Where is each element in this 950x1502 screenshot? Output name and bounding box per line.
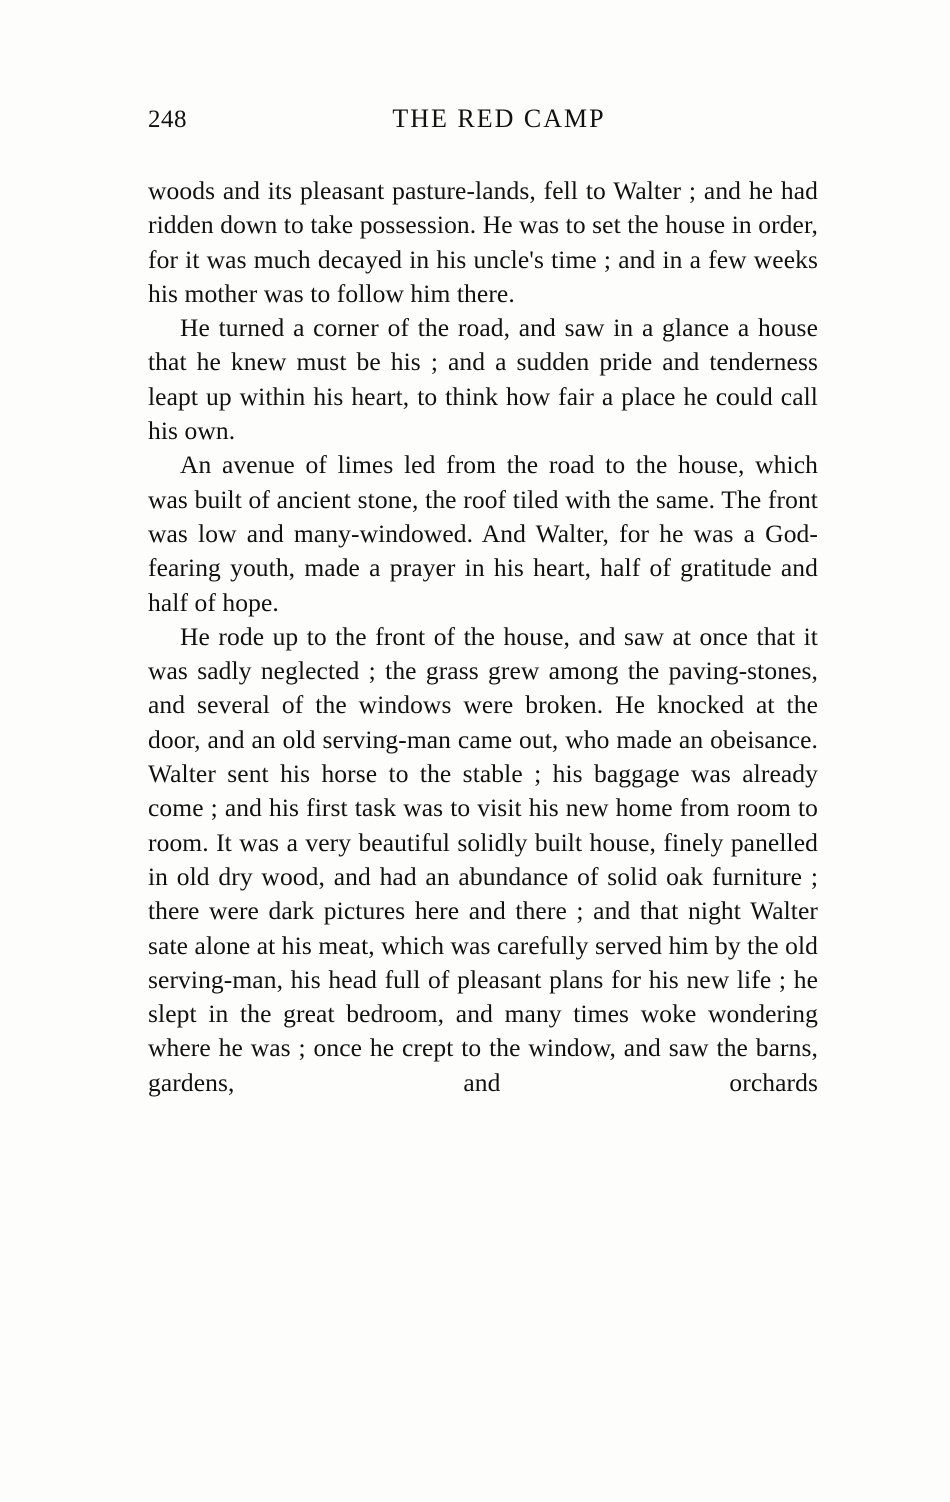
paragraph: woods and its pleasant pasture-lands, fell to Walter ; and he had ridden down to take possession. He was to set the house in order, for it was much decayed in his uncle's time ; and in a few weeks his mother was to follow him there. — [148, 176, 818, 308]
page-number: 248 — [148, 106, 187, 133]
paragraph: He rode up to the front of the house, and saw at once that it was sadly neglected ; the grass grew among the paving-stones, and several of the windows were broken. He knocked at the door, and an old serving-man came out, who made an obeisance. Walter sent his horse to the stable ; his baggage was already come ; and his first task was to visit his new home from room to room. It was a very beautiful solidly built house, finely panelled in old dry wood, and had an abundance of solid oak furniture ; there were dark pictures here and there ; and that night Walter sate alone at his meat, which was carefully served him by the old serving-man, his head full of pleasant plans for his new life ; he slept in the great bedroom, and many times woke wondering where he was ; once he crept to the window, and saw the barns, gardens, and orchards — [148, 621, 818, 1097]
page-header — [148, 104, 818, 148]
running-head-title: THE RED CAMP — [392, 104, 606, 133]
paragraph: An avenue of limes led from the road to the house, which was built of ancient stone, the roof tiled with the same. The front was low and many-windowed. And Walter, for he was a God-fearing youth, made a prayer in his heart, half of gratitude and half of hope. — [148, 450, 818, 617]
page-content — [148, 104, 818, 1134]
paragraph: He turned a corner of the road, and saw in a glance a house that he knew must be his ; and a sudden pride and tenderness leapt up within his heart, to think how fair a place he could call his own. — [148, 313, 818, 446]
body-text — [148, 174, 818, 1134]
